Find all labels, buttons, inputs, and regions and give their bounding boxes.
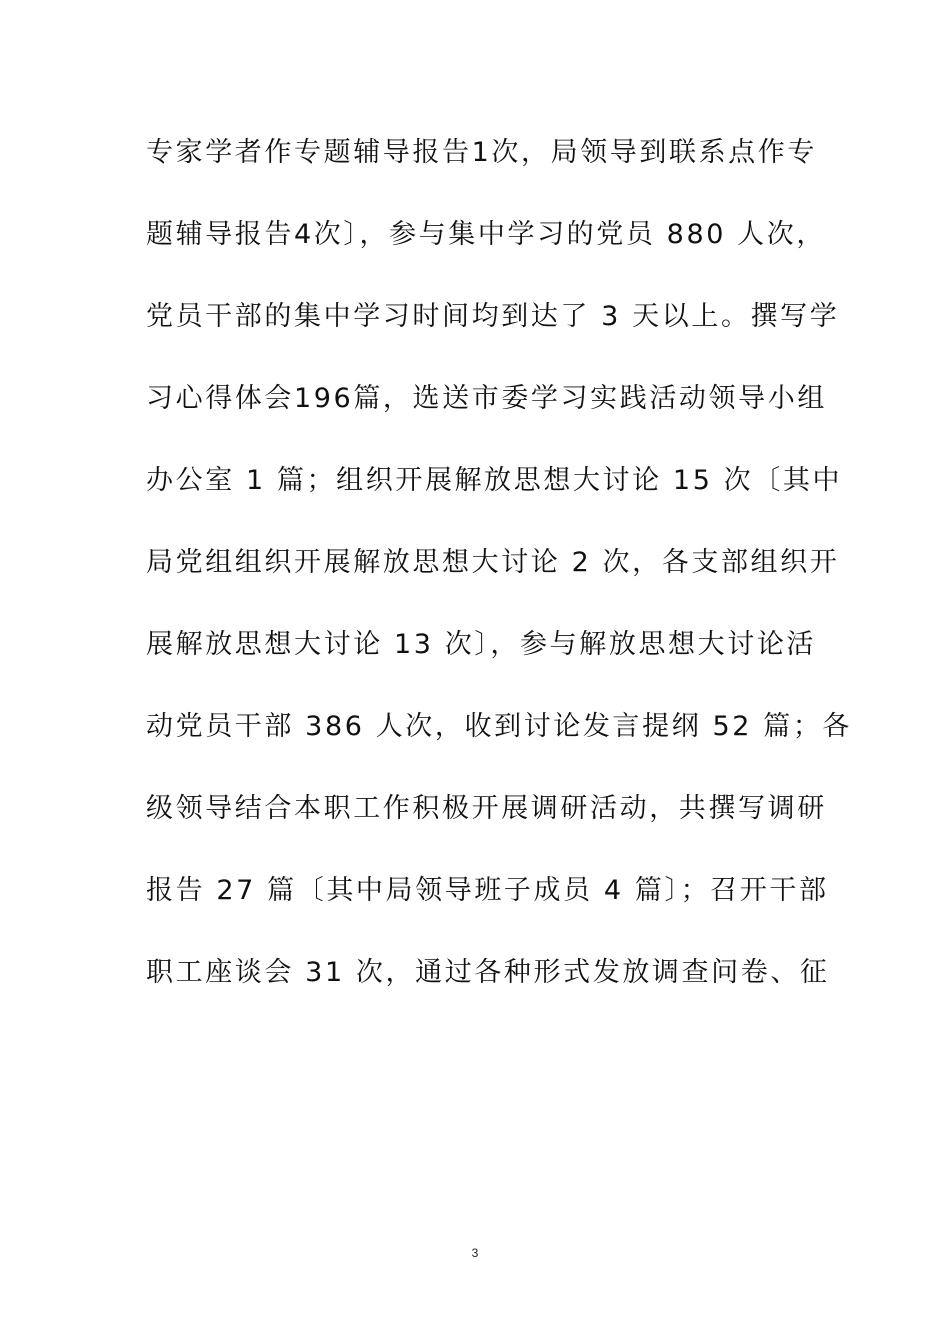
text-line-7: 展解放思想大讨论 13 次〕，参与解放思想大讨论活	[146, 629, 817, 660]
text-line-1: 专家学者作专题辅导报告1次，局领导到联系点作专	[146, 137, 817, 168]
text-line-8: 动党员干部 386 人次，收到讨论发言提纲 52 篇；各	[146, 711, 853, 742]
text-line-9: 级领导结合本职工作积极开展调研活动，共撰写调研	[146, 793, 827, 824]
text-line-3: 党员干部的集中学习时间均到达了 3 天以上。撰写学	[146, 301, 840, 332]
text-line-5: 办公室 1 篇；组织开展解放思想大讨论 15 次〔其中	[146, 465, 843, 496]
text-line-2: 题辅导报告4次〕，参与集中学习的党员 880 人次，	[146, 219, 826, 250]
page-number: 3	[471, 1246, 479, 1260]
text-line-11: 职工座谈会 31 次，通过各种形式发放调查问卷、征	[146, 957, 830, 988]
body-text	[146, 124, 853, 1026]
text-line-10: 报告 27 篇〔其中局领导班子成员 4 篇〕；召开干部	[146, 875, 829, 906]
text-line-6: 局党组组织开展解放思想大讨论 2 次，各支部组织开	[146, 547, 840, 578]
text-line-4: 习心得体会196篇，选送市委学习实践活动领导小组	[146, 383, 827, 414]
